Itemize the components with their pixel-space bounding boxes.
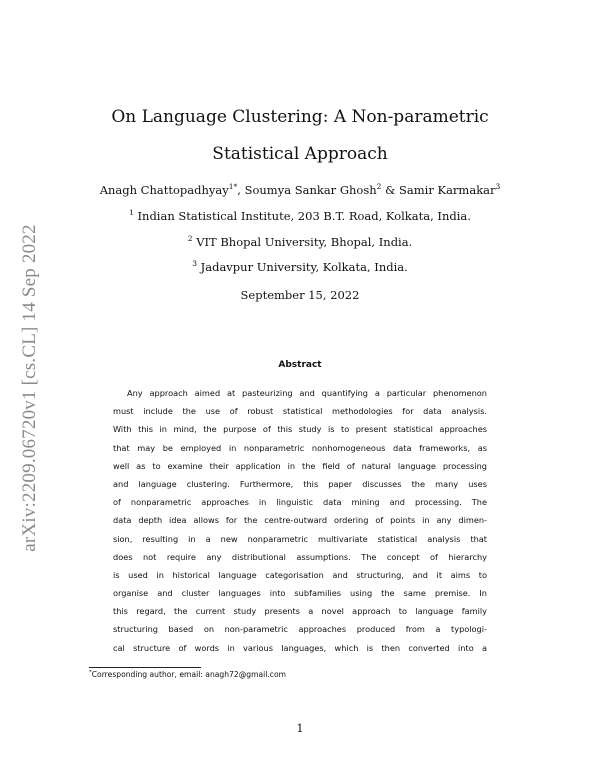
arxiv-identifier: arXiv:2209.06720v1 [cs.CL] 14 Sep 2022: [19, 224, 40, 552]
abstract-heading: Abstract: [278, 360, 322, 370]
page-number: 1: [296, 722, 304, 735]
abstract-body: [113, 384, 487, 657]
author-separator: &: [381, 183, 400, 197]
affiliation: [60, 260, 540, 274]
author-name: Samir Karmakar: [399, 183, 496, 197]
author-affiliation-mark: 2: [376, 182, 382, 192]
affiliation: [60, 209, 540, 223]
affiliation-mark: 1: [129, 208, 134, 218]
abstract-line: and language clustering. Furthermore, this paper discusses the many uses: [113, 478, 487, 489]
footnote-mark: *: [89, 669, 92, 676]
affiliation: [60, 235, 540, 249]
paper-title-line-2: Statistical Approach: [212, 144, 388, 164]
author-list: [60, 183, 540, 197]
author-separator: ,: [237, 183, 245, 197]
abstract-line: data depth idea allows for the centre-outward ordering of points in any dimen-: [113, 515, 487, 526]
affiliation-mark: 3: [192, 259, 197, 269]
author-affiliation-mark: 1*: [228, 182, 238, 192]
abstract-line: of nonparametric approaches in linguistic data mining and processing. The: [113, 497, 487, 508]
abstract-line: well as to examine their application in the field of natural language processing: [113, 460, 487, 471]
footnote-text: Corresponding author, email: anagh72@gmail.com: [91, 670, 287, 679]
abstract-line: sion, resulting in a new nonparametric multivariate statistical analysis that: [113, 533, 487, 544]
paper-title-line-1: On Language Clustering: A Non-parametric: [111, 107, 489, 127]
author-name: Anagh Chattopadhyay: [99, 183, 229, 197]
footnote: [89, 670, 286, 680]
abstract-line: that may be employed in nonparametric nonhomogeneous data frameworks, as: [113, 442, 487, 453]
affiliation-mark: 2: [187, 234, 193, 244]
abstract-line: Any approach aimed at pasteurizing and quantifying a particular phenomenon: [127, 388, 487, 398]
abstract-line: must include the use of robust statistical methodologies for data analysis.: [113, 406, 487, 417]
abstract-line: this regard, the current study presents a novel approach to language family: [113, 606, 487, 617]
publication-date: September 15, 2022: [240, 288, 360, 302]
abstract-line: does not require any distributional assumptions. The concept of hierarchy: [113, 551, 487, 562]
abstract-line: With this in mind, the purpose of this study is to present statistical approaches: [113, 424, 487, 435]
author-name: Soumya Sankar Ghosh: [244, 183, 377, 197]
affiliation-text: Jadavpur University, Kolkata, India.: [200, 260, 408, 274]
footnote-rule: [89, 667, 201, 668]
abstract-line: cal structure of words in various languages, which is then converted into a: [113, 642, 487, 653]
affiliation-text: VIT Bhopal University, Bhopal, India.: [196, 235, 413, 249]
author-affiliation-mark: 3: [495, 182, 501, 192]
abstract-line: organise and cluster languages into subfamilies using the same premise. In: [113, 588, 487, 599]
abstract-line: is used in historical language categorisation and structuring, and it aims to: [113, 569, 487, 580]
abstract-line: structuring based on non-parametric approaches produced from a typologi-: [113, 624, 487, 635]
affiliation-text: Indian Statistical Institute, 203 B.T. Road, Kolkata, India.: [137, 209, 471, 223]
